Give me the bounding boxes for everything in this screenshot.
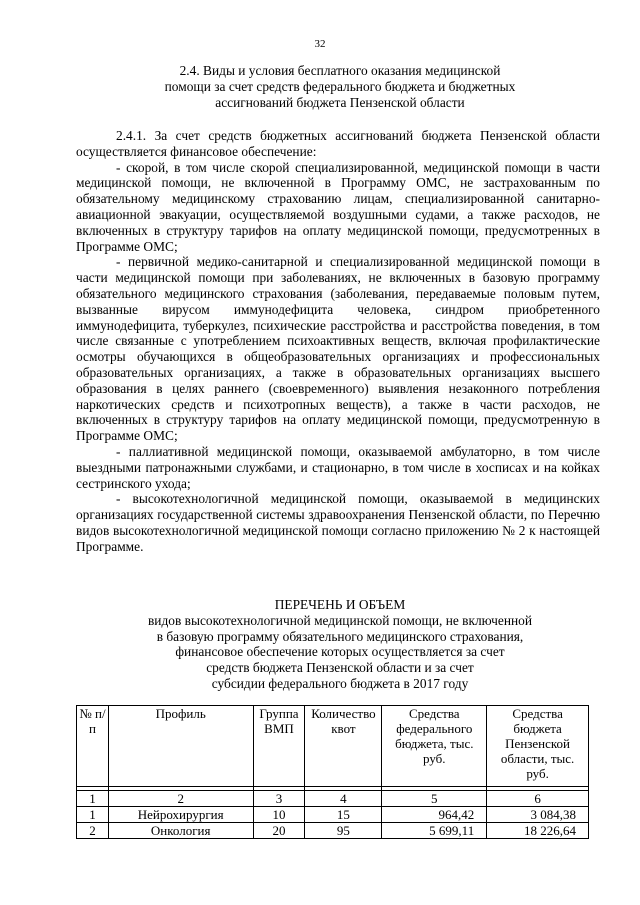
table-cell: 20 — [253, 823, 305, 839]
table-cell: 1 — [77, 791, 109, 807]
list-title-line: средств бюджета Пензенской области и за счет — [206, 660, 474, 676]
vmp-table — [76, 705, 589, 839]
list-item-palliative-care: - паллиативной медицинской помощи, оказываемой амбулаторно, в том числе выездными патронажными службами, и стационарно, в том числе в хосписах и на койках сестринского ухода; — [76, 443, 600, 491]
body-text — [76, 128, 600, 555]
table-header-cell: № п/п — [77, 706, 109, 787]
table-cell: 4 — [305, 791, 382, 807]
table-row — [77, 807, 589, 823]
table-header-cell: Группа ВМП — [253, 706, 305, 787]
list-title-line: видов высокотехнологичной медицинской помощи, не включенной — [147, 612, 533, 628]
table-cell: Онкология — [108, 823, 253, 839]
table-header-row — [77, 706, 589, 787]
list-item-high-tech-care: - высокотехнологичной медицинской помощи, оказываемой в медицинских организациях государственной системы здравоохранения Пензенской области, по Перечню видов высокотехнологичной медицинской помощи согласно приложению № 2 к настоящей Программе. — [76, 491, 600, 554]
table-header-cell: Средства бюджета Пензенской области, тыс. руб. — [487, 706, 589, 787]
list-item-emergency-care: - скорой, в том числе скорой специализированной, медицинской помощи в части медицинской помощи, не включенной в Программу ОМС, не застрахованным по обязательному медицинскому страхованию лицам, специализированной санитарно-авиационной эвакуации, осуществляемой воздушными судами, а также расходов, не включенных в структуру тарифов на оплату медицинской помощи, предусмотренных в Программе ОМС; — [76, 159, 600, 254]
table-header-cell: Количество квот — [305, 706, 382, 787]
table-index-row — [77, 791, 589, 807]
section-heading-line: ассигнований бюджета Пензенской области — [215, 94, 465, 110]
section-heading-line: помощи за счет средств федерального бюджета и бюджетных — [164, 78, 516, 94]
intro-paragraph: 2.4.1. За счет средств бюджетных ассигнований бюджета Пензенской области осуществляется финансовое обеспечение: — [76, 128, 600, 159]
table-row — [77, 823, 589, 839]
section-heading — [140, 63, 540, 110]
list-title-line: ПЕРЕЧЕНЬ И ОБЪЕМ — [274, 597, 406, 612]
table-cell: 5 — [382, 791, 487, 807]
list-title-line: в базовую программу обязательного медицинского страхования, — [156, 628, 524, 644]
page-number: 32 — [314, 38, 326, 50]
list-item-primary-care: - первичной медико-санитарной и специализированной медицинской помощи в части медицинской помощи при заболеваниях, не включенных в базовую программу обязательного медицинского страхования (заболевания, передаваемые половым путем, вызванные вирусом иммунодефицита человека, синдром приобретенного иммунодефицита, туберкулез, психические расстройства и расстройства поведения, в том числе связанные с употреблением психоактивных веществ, включая профилактические осмотры обучающихся в общеобразовательных организациях и профессиональных образовательных организациях, а также в образовательных организациях высшего образования в целях раннего (своевременного) выявления незаконного потребления наркотических средств и психотропных веществ), а также в части расходов, не включенных в структуру тарифов на оплату медицинской помощи, предусмотренную в Программе ОМС; — [76, 254, 600, 444]
table-cell: 2 — [77, 823, 109, 839]
table-cell: 964,42 — [382, 807, 487, 823]
table-cell: 6 — [487, 791, 589, 807]
table-cell: 18 226,64 — [487, 823, 589, 839]
table-cell: 95 — [305, 823, 382, 839]
table-cell: 1 — [77, 807, 109, 823]
table-header-cell: Средства федерального бюджета, тыс. руб. — [382, 706, 487, 787]
list-title-line: финансовое обеспечение которых осуществляется за счет — [175, 644, 505, 660]
list-title — [100, 597, 580, 692]
table-cell: 3 — [253, 791, 305, 807]
table-header-cell: Профиль — [108, 706, 253, 787]
table-cell: 5 699,11 — [382, 823, 487, 839]
list-title-line: субсидии федерального бюджета в 2017 году — [211, 675, 469, 691]
table-cell: 10 — [253, 807, 305, 823]
section-heading-line: 2.4. Виды и условия бесплатного оказания медицинской — [179, 63, 501, 78]
table-cell: 15 — [305, 807, 382, 823]
table-cell: 3 084,38 — [487, 807, 589, 823]
table-cell: 2 — [108, 791, 253, 807]
table-cell: Нейрохирургия — [108, 807, 253, 823]
